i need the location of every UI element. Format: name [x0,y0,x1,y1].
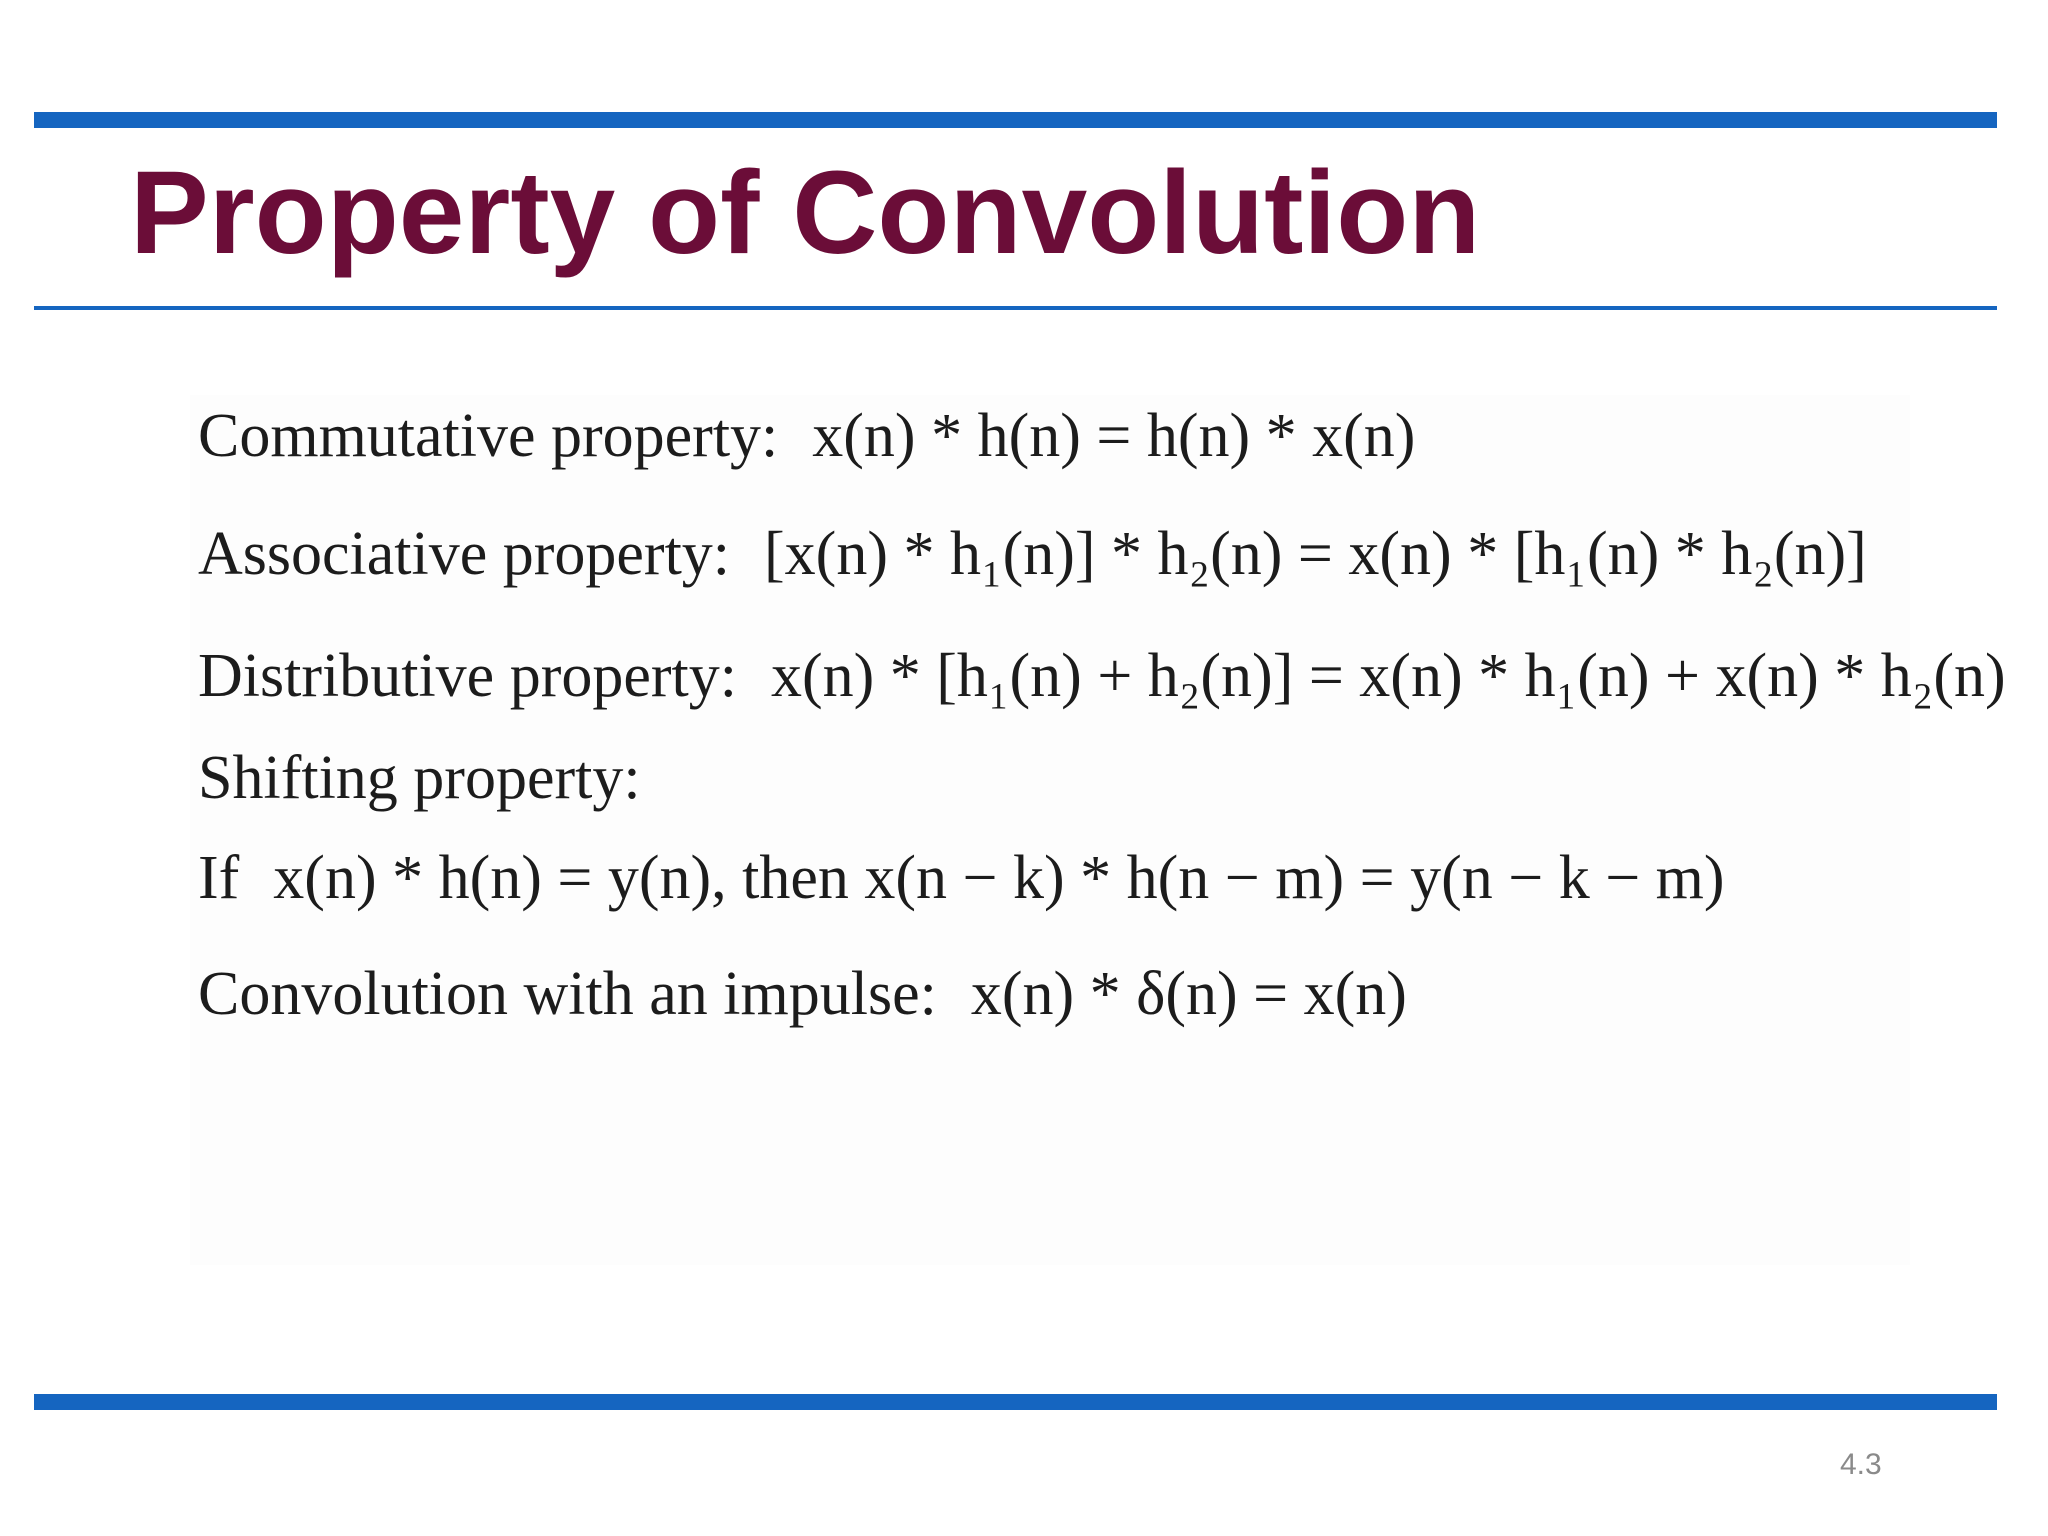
shifting-property-if-label: If [198,844,240,912]
page-number: 4.3 [1840,1448,1882,1481]
commutative-property-label: Commutative property: [198,402,779,470]
bottom-rule [34,1394,1997,1410]
shifting-property-formula-line [198,842,1725,914]
impulse-property-formula: x(n) * δ(n) = x(n) [970,960,1407,1028]
shifting-property-label: Shifting property: [198,744,641,812]
distributive-property-formula: x(n) * [h₁(n) + h₂(n)] = x(n) * h₁(n) + x(n) * h₂(n) [770,642,2006,710]
impulse-property-label: Convolution with an impulse: [198,960,937,1028]
commutative-property-formula: x(n) * h(n) = h(n) * x(n) [812,402,1416,470]
top-rule [34,112,1997,128]
title-underline-rule [34,306,1997,310]
distributive-property-label: Distributive property: [198,642,737,710]
associative-property-line [198,518,1867,590]
shifting-property-line [198,742,675,814]
associative-property-formula: [x(n) * h₁(n)] * h₂(n) = x(n) * [h₁(n) * h₂(n)] [764,520,1867,588]
associative-property-label: Associative property: [198,520,731,588]
slide-title: Property of Convolution [130,147,1481,279]
distributive-property-line [198,640,2006,712]
impulse-property-line [198,958,1407,1030]
commutative-property-line [198,400,1415,472]
shifting-property-formula: x(n) * h(n) = y(n), then x(n − k) * h(n − m) = y(n − k − m) [273,844,1725,912]
